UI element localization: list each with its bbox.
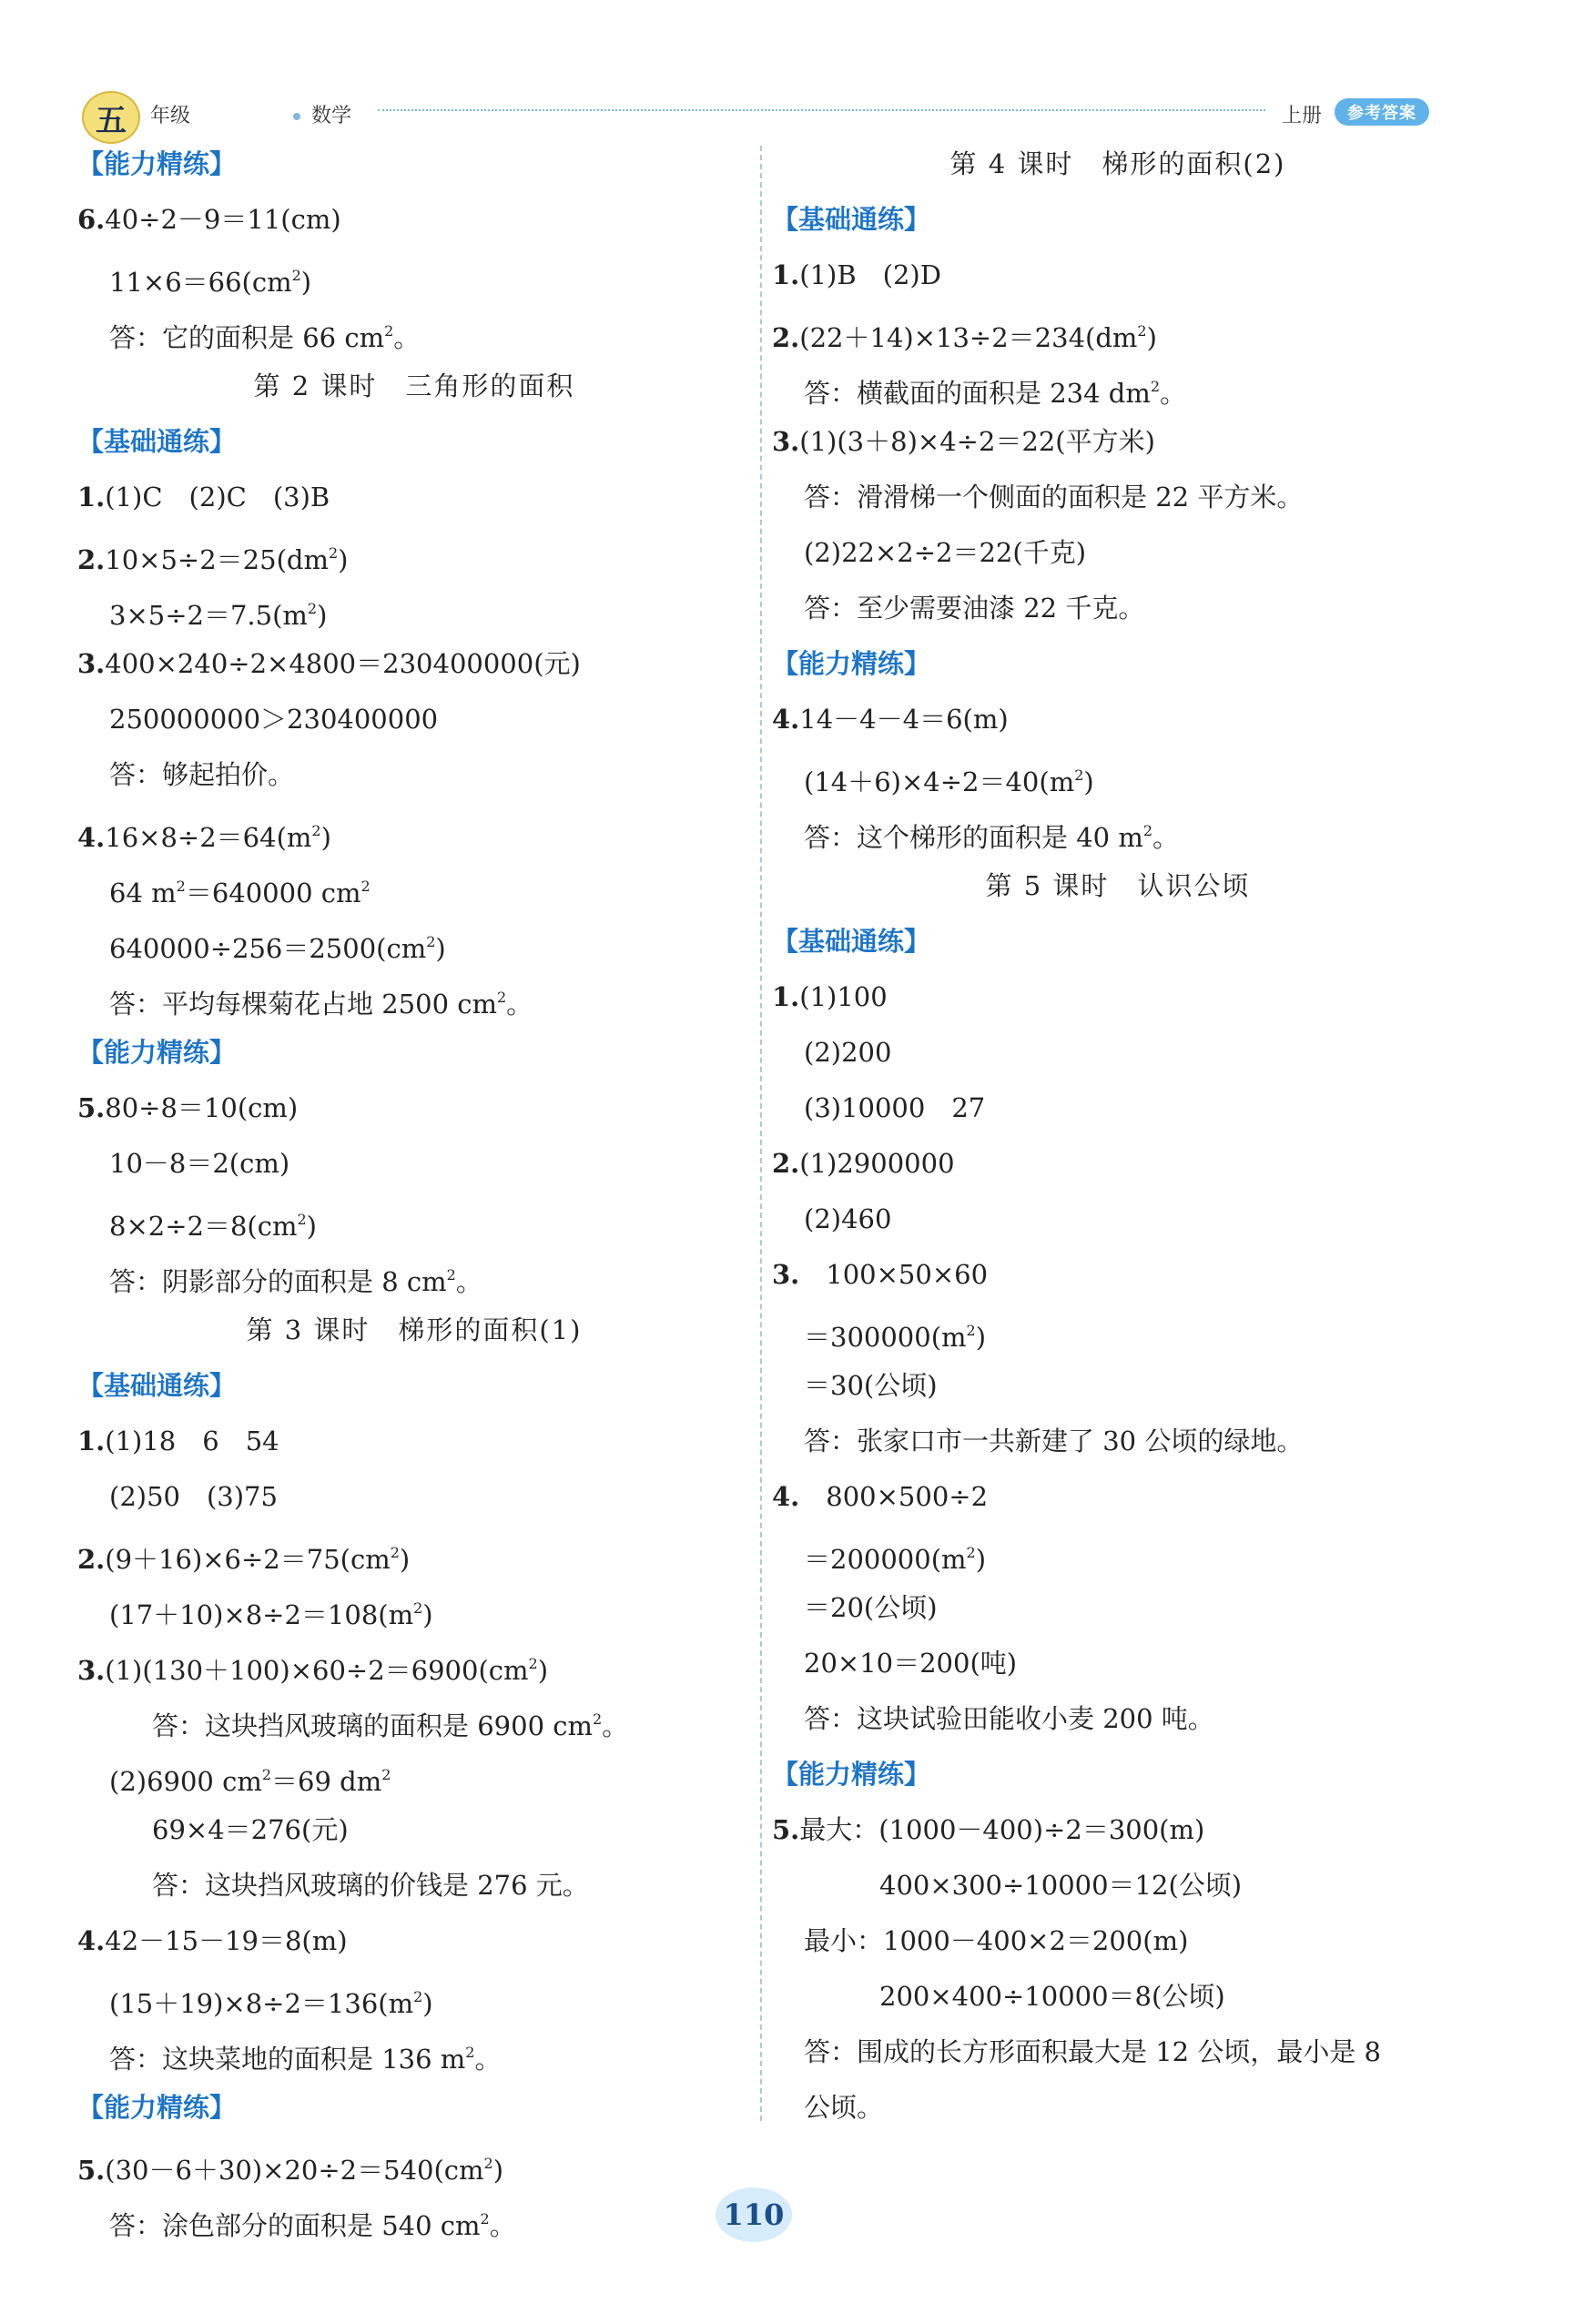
question-number: 6. bbox=[77, 204, 106, 235]
answer-text: 答：横截面的面积是 234 $dm^2$。 bbox=[804, 378, 1187, 409]
answer-text: (2)200 bbox=[804, 1037, 892, 1068]
answer-text: $(22+14)\times 13\div 2=234(dm^2)$ bbox=[799, 322, 1157, 353]
section-heading: 【基础通练】 bbox=[77, 1370, 237, 1401]
answer-line bbox=[77, 858, 751, 914]
answer-line bbox=[772, 1525, 1464, 1580]
answer-text: $=300000(m^2)$ bbox=[804, 1322, 987, 1353]
answer-line-numbered bbox=[77, 1414, 751, 1469]
answer-text: $(9+16)\times 6\div 2=75(cm^2)$ bbox=[105, 1544, 411, 1575]
answer-line-numbered bbox=[772, 1802, 1464, 1858]
answer-text: $8\times 2\div 2=8(cm^2)$ bbox=[109, 1211, 317, 1242]
answer-line bbox=[772, 470, 1464, 525]
answer-line bbox=[772, 1303, 1464, 1358]
answer-line bbox=[772, 1081, 1464, 1136]
answer-text: 答：平均每棵菊花占地 2500 $cm^2$。 bbox=[109, 989, 533, 1020]
answer-line bbox=[77, 248, 751, 303]
right-column bbox=[772, 137, 1464, 2136]
answer-line bbox=[772, 2080, 1464, 2136]
lesson-title: 第 2 课时 三角形的面积 bbox=[253, 370, 575, 401]
answer-line bbox=[77, 1136, 751, 1192]
grade-badge: 五 bbox=[82, 91, 140, 144]
answer-text: $(30-6+30)\times 20\div 2=540(cm^2)$ bbox=[105, 2155, 504, 2186]
answer-line bbox=[77, 1969, 751, 2025]
answer-text: 80÷8＝10(cm) bbox=[105, 1092, 299, 1123]
answer-key-badge: 参考答案 bbox=[1335, 98, 1429, 126]
answer-text: 800×500÷2 bbox=[799, 1481, 989, 1512]
answer-line-numbered bbox=[77, 525, 751, 581]
answer-line bbox=[772, 1025, 1464, 1081]
answer-line-numbered bbox=[77, 1081, 751, 1136]
answer-line-numbered bbox=[772, 303, 1464, 359]
question-number: 5. bbox=[77, 1092, 106, 1123]
answer-line bbox=[772, 1414, 1464, 1469]
answer-line bbox=[772, 1691, 1464, 1747]
answer-text: 100×50×60 bbox=[799, 1259, 989, 1290]
answer-text: $16\times 8\div 2=64(m^2)$ bbox=[105, 822, 331, 853]
answer-text: (1)B (2)D bbox=[799, 259, 942, 290]
answer-line bbox=[77, 303, 751, 359]
answer-text: $(14+6)\times 4\div 2=40(m^2)$ bbox=[804, 766, 1094, 797]
answer-text: 答：这个梯形的面积是 40 $m^2$。 bbox=[804, 822, 1180, 853]
answer-line-numbered bbox=[772, 1247, 1464, 1303]
answer-text: $=200000(m^2)$ bbox=[804, 1544, 987, 1575]
answer-line-numbered bbox=[772, 1469, 1464, 1525]
left-column bbox=[77, 137, 751, 2247]
answer-line bbox=[772, 1358, 1464, 1414]
answer-line bbox=[77, 1691, 751, 1747]
answer-text: (1)2900000 bbox=[799, 1148, 955, 1179]
answer-text: (1)18 6 54 bbox=[105, 1426, 279, 1456]
answer-line bbox=[772, 1636, 1464, 1691]
question-number: 3. bbox=[772, 1259, 800, 1290]
answer-text: 250000000＞230400000 bbox=[109, 704, 439, 735]
separator-dot bbox=[293, 113, 300, 120]
answer-line-numbered bbox=[77, 2136, 751, 2191]
section-heading: 【基础通练】 bbox=[772, 204, 931, 235]
answer-text: (3)10000 27 bbox=[804, 1092, 986, 1123]
answer-line bbox=[77, 1192, 751, 1247]
answer-line bbox=[772, 359, 1464, 414]
answer-text: 答：这块挡风玻璃的价钱是 276 元。 bbox=[152, 1870, 589, 1901]
header-rule bbox=[378, 109, 1265, 111]
answer-text: 14－4－4＝6(m) bbox=[799, 704, 1009, 735]
answer-text: 400×240÷2×4800＝230400000(元) bbox=[105, 648, 581, 679]
answer-line-numbered bbox=[77, 1636, 751, 1691]
answer-text: $(15+19)\times 8\div 2=136(m^2)$ bbox=[109, 1988, 433, 2019]
answer-line bbox=[772, 1969, 1464, 2025]
answer-line-numbered bbox=[77, 636, 751, 692]
answer-line bbox=[77, 747, 751, 803]
grade-label: 年级 bbox=[150, 105, 191, 127]
answer-line bbox=[77, 1747, 751, 1802]
section-heading: 【能力精练】 bbox=[77, 1037, 237, 1068]
lesson-title: 第 4 课时 梯形的面积(2) bbox=[949, 148, 1286, 179]
answer-text: 答：这块菜地的面积是 136 $m^2$。 bbox=[109, 2044, 502, 2075]
question-number: 3. bbox=[77, 648, 106, 679]
answer-text: 答：涂色部分的面积是 540 $cm^2$。 bbox=[109, 2210, 516, 2241]
answer-text: 答：张家口市一共新建了 30 公顷的绿地。 bbox=[804, 1426, 1304, 1456]
answer-line bbox=[77, 692, 751, 747]
answer-line bbox=[772, 1192, 1464, 1247]
answer-line-numbered bbox=[772, 692, 1464, 747]
answer-text: (1)(3＋8)×4÷2＝22(平方米) bbox=[799, 426, 1155, 457]
answer-line bbox=[772, 1913, 1464, 1969]
question-number: 5. bbox=[77, 2155, 106, 2186]
section-heading: 【基础通练】 bbox=[77, 426, 237, 457]
subject-label: 数学 bbox=[311, 105, 352, 127]
answer-text: $(1)(130+100)\times 60\div 2=6900(cm^2)$ bbox=[105, 1655, 549, 1686]
question-number: 4. bbox=[77, 822, 106, 853]
column-divider bbox=[760, 146, 762, 2121]
answer-line bbox=[77, 2025, 751, 2080]
lesson-title: 第 3 课时 梯形的面积(1) bbox=[246, 1314, 583, 1345]
answer-text: (2)50 (3)75 bbox=[109, 1481, 278, 1512]
answer-line bbox=[772, 747, 1464, 803]
answer-text: $(17+10)\times 8\div 2=108(m^2)$ bbox=[109, 1599, 433, 1630]
answer-text: (2)22×2÷2＝22(千克) bbox=[804, 537, 1087, 568]
answer-text: (2)460 bbox=[804, 1203, 892, 1234]
answer-text: 最大：(1000－400)÷2＝300(m) bbox=[799, 1814, 1205, 1845]
answer-line-numbered bbox=[77, 192, 751, 248]
answer-line bbox=[77, 1858, 751, 1913]
answer-text: 20×10＝200(吨) bbox=[804, 1648, 1018, 1679]
question-number: 4. bbox=[772, 704, 800, 735]
answer-text: (2)6900 $cm^2=69$ $dm^2$ bbox=[109, 1766, 391, 1797]
answer-line bbox=[772, 803, 1464, 858]
answer-line-numbered bbox=[77, 1913, 751, 1969]
answer-text: 答：够起拍价。 bbox=[109, 759, 295, 790]
answer-text: 答：这块挡风玻璃的面积是 6900 $cm^2$。 bbox=[152, 1710, 629, 1741]
answer-text: 10－8＝2(cm) bbox=[109, 1148, 290, 1179]
answer-line bbox=[772, 581, 1464, 636]
answer-text: 最小：1000－400×2＝200(m) bbox=[804, 1925, 1189, 1956]
answer-text: ＝20(公顷) bbox=[804, 1592, 938, 1623]
answer-line-numbered bbox=[77, 1525, 751, 1580]
answer-line bbox=[772, 1858, 1464, 1913]
question-number: 2. bbox=[77, 544, 106, 575]
question-number: 2. bbox=[77, 1544, 106, 1575]
answer-text: 答：围成的长方形面积最大是 12 公顷，最小是 8 bbox=[804, 2036, 1382, 2067]
answer-line bbox=[77, 1247, 751, 1303]
answer-line bbox=[77, 1580, 751, 1636]
answer-text: (1)100 bbox=[799, 981, 888, 1012]
answer-line-numbered bbox=[772, 1136, 1464, 1192]
question-number: 2. bbox=[772, 1148, 800, 1179]
answer-text: 42－15－19＝8(m) bbox=[105, 1925, 348, 1956]
question-number: 1. bbox=[77, 482, 106, 512]
answer-line bbox=[77, 2191, 751, 2247]
question-number: 1. bbox=[772, 981, 800, 1012]
page-number: 110 bbox=[716, 2187, 792, 2242]
answer-line-numbered bbox=[77, 470, 751, 525]
answer-text: 答：这块试验田能收小麦 200 吨。 bbox=[804, 1703, 1214, 1734]
answer-line-numbered bbox=[772, 248, 1464, 303]
answer-text: 答：它的面积是 66 $cm^2$。 bbox=[109, 322, 421, 353]
lesson-title: 第 5 课时 认识公顷 bbox=[985, 870, 1251, 901]
answer-text: (1)C (2)C (3)B bbox=[105, 482, 330, 512]
question-number: 3. bbox=[77, 1655, 106, 1686]
answer-text: 答：阴影部分的面积是 8 $cm^2$。 bbox=[109, 1266, 482, 1297]
section-heading: 【基础通练】 bbox=[772, 926, 931, 957]
answer-line bbox=[77, 1802, 751, 1858]
answer-line-numbered bbox=[772, 969, 1464, 1025]
answer-line-numbered bbox=[77, 803, 751, 858]
answer-text: 64 $m^2=640000$ $cm^2$ bbox=[109, 878, 371, 908]
answer-line bbox=[77, 1469, 751, 1525]
answer-text: $10\times 5\div 2=25(dm^2)$ bbox=[105, 544, 349, 575]
answer-line bbox=[77, 914, 751, 969]
answer-text: 40÷2－9＝11(cm) bbox=[105, 204, 341, 235]
question-number: 1. bbox=[772, 259, 800, 290]
answer-text: 公顷。 bbox=[804, 2092, 884, 2123]
answer-text: 200×400÷10000＝8(公顷) bbox=[879, 1981, 1225, 2012]
answer-text: $11\times 6=66(cm^2)$ bbox=[109, 267, 312, 298]
answer-line bbox=[772, 2025, 1464, 2080]
answer-line bbox=[772, 1580, 1464, 1636]
volume-label: 上册 bbox=[1281, 105, 1322, 127]
question-number: 3. bbox=[772, 426, 800, 457]
section-heading: 【能力精练】 bbox=[772, 648, 931, 679]
answer-line-numbered bbox=[772, 414, 1464, 470]
question-number: 4. bbox=[772, 1481, 800, 1512]
answer-text: 69×4＝276(元) bbox=[152, 1814, 349, 1845]
answer-text: ＝30(公顷) bbox=[804, 1370, 938, 1401]
answer-text: $3\times 5\div 2=7.5(m^2)$ bbox=[109, 600, 328, 631]
answer-text: 答：滑滑梯一个侧面的面积是 22 平方米。 bbox=[804, 482, 1304, 512]
answer-line bbox=[77, 969, 751, 1025]
answer-text: $640000\div 256=2500(cm^2)$ bbox=[109, 933, 446, 964]
answer-line bbox=[77, 581, 751, 636]
question-number: 1. bbox=[77, 1426, 106, 1456]
question-number: 5. bbox=[772, 1814, 800, 1845]
answer-line bbox=[772, 525, 1464, 581]
question-number: 4. bbox=[77, 1925, 106, 1956]
answer-text: 400×300÷10000＝12(公顷) bbox=[879, 1870, 1243, 1901]
section-heading: 【能力精练】 bbox=[77, 148, 237, 179]
question-number: 2. bbox=[772, 322, 800, 353]
answer-text: 答：至少需要油漆 22 千克。 bbox=[804, 593, 1145, 624]
section-heading: 【能力精练】 bbox=[77, 2092, 237, 2123]
section-heading: 【能力精练】 bbox=[772, 1759, 931, 1790]
